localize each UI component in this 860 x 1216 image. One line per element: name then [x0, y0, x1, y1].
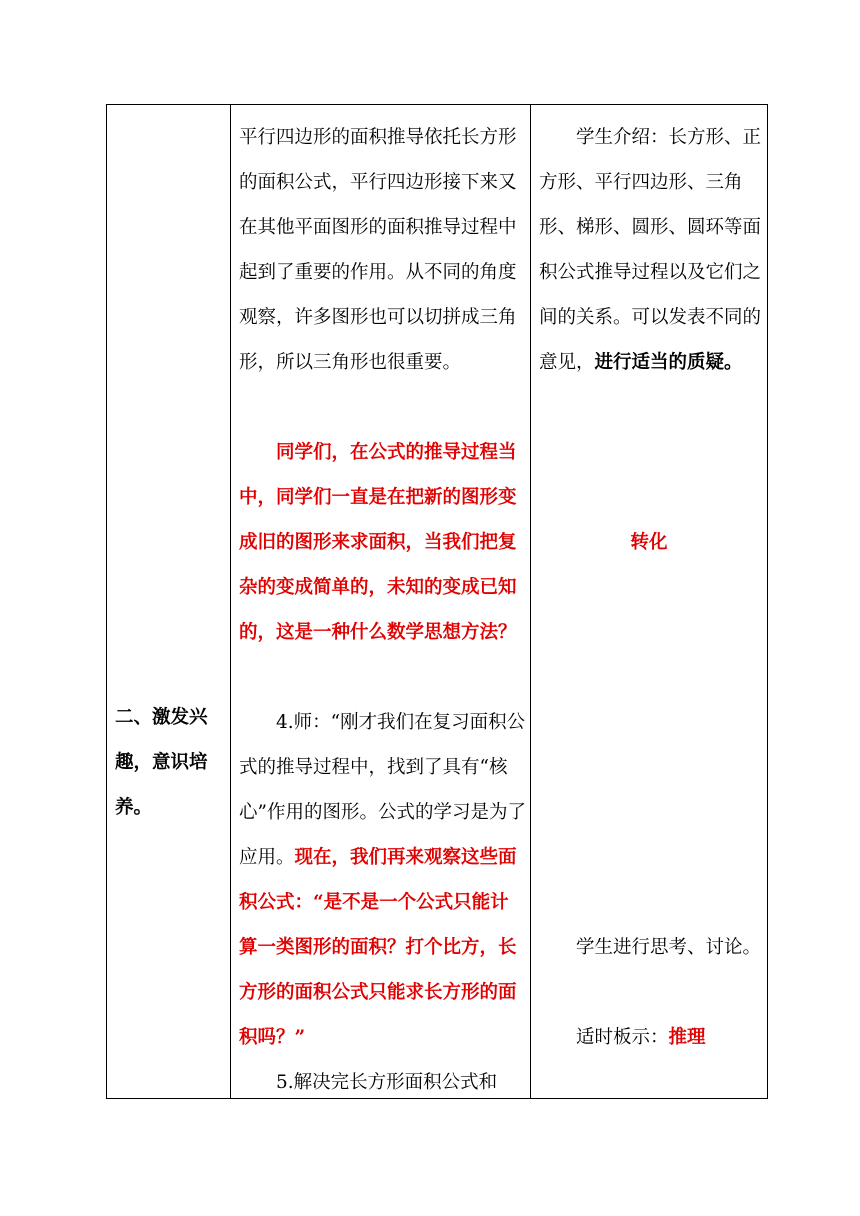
lesson-plan-table: [106, 104, 768, 1099]
activity-question-paragraph: 同学们，在公式的推导过程当中，同学们一直是在把新的图形变成旧的图形来求面积，当我们把复杂的变成简单的，未知的变成已知的，这是一种什么数学思想方法？: [239, 442, 517, 643]
student-paragraph-1: [539, 115, 763, 385]
student-paragraph-1-emphasis: 进行适当的质疑。: [594, 352, 743, 373]
activity-paragraph-3: [239, 700, 527, 1060]
stage-column-cell: [107, 105, 231, 1099]
activity-paragraph-4: 5.解决完长方形面积公式和: [276, 1072, 498, 1093]
board-note-label: 适时板示：: [576, 1027, 669, 1048]
student-paragraph-2: 学生进行思考、讨论。: [576, 937, 762, 958]
board-note-value: 推理: [668, 1027, 706, 1048]
activity-paragraph-3-emphasis: 现在，我们再来观察这些面积公式：“是不是一个公式只能计算一类图形的面积？打个比方，长方形的面积公式只能求长方形的面积吗？”: [239, 847, 517, 1048]
student-paragraph-3: [539, 1015, 763, 1060]
student-paragraph-1-text: 学生介绍：长方形、正方形、平行四边形、三角形、梯形、圆形、圆环等面积公式推导过程以及它们之间的关系。可以发表不同的意见，: [539, 127, 762, 373]
teacher-activity-cell: [231, 105, 531, 1099]
student-activity-cell: [531, 105, 768, 1099]
activity-paragraph-1: 平行四边形的面积推导依托长方形的面积公式，平行四边形接下来又在其他平面图形的面积推导过程中起到了重要的作用。从不同的角度观察，许多图形也可以切拼成三角形，所以三角形也很重要。: [239, 127, 517, 373]
activity-paragraph-3-text: 4.师：“刚才我们在复习面积公式的推导过程中，找到了具有“核心”作用的图形。公式的学习是为了应用。: [239, 712, 526, 868]
table-row: [107, 105, 768, 1099]
transform-label: 转化: [630, 532, 668, 553]
stage-label: 二、激发兴趣，意识培养。: [115, 707, 208, 818]
